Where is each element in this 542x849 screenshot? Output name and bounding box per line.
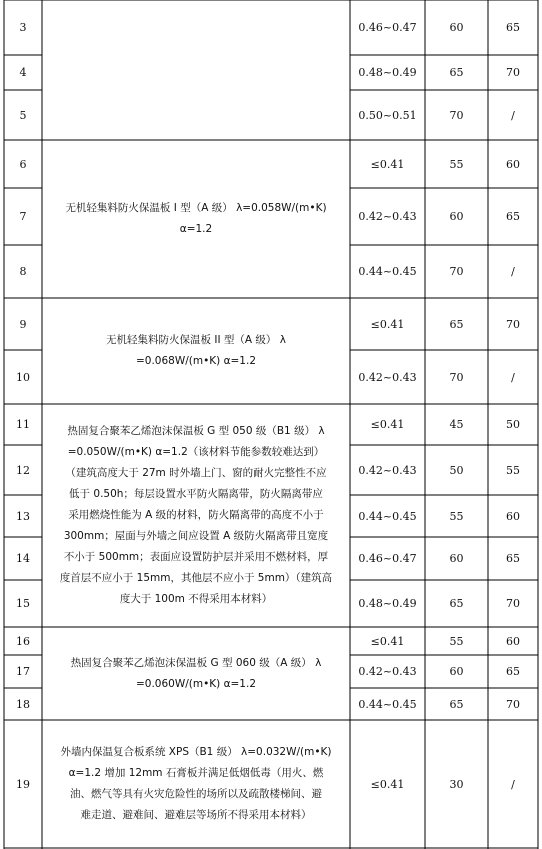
row-3-a-cell: 60	[449, 21, 464, 34]
row-11-lambda-cell: ≤0.41	[370, 418, 405, 431]
material-cell-3	[42, 298, 350, 404]
row-3-lambda-cell: 0.46~0.47	[358, 21, 417, 34]
row-13-lambda-cell: 0.44~0.45	[358, 509, 417, 523]
material-3-line-5: 采用燃烧性能为 A 级的材料，防火隔离带的高度不小于	[68, 509, 324, 521]
row-18-a-cell: 65	[449, 697, 464, 711]
row-19-lambda-cell: ≤0.41	[370, 777, 405, 791]
row-7-lambda-cell: 0.42~0.43	[358, 210, 417, 223]
row-7-a-cell: 60	[449, 210, 464, 223]
row-18-no-cell: 18	[16, 697, 30, 711]
row-16-lambda-cell: ≤0.41	[370, 634, 405, 648]
material-3-line-1: 热固复合聚苯乙烯泡沫保温板 G 型 050 级（B1 级） λ	[67, 425, 325, 437]
row-15-b-cell: 70	[506, 597, 520, 610]
row-6-no-cell: 6	[19, 157, 27, 171]
row-17-b-cell: 65	[506, 665, 520, 678]
row-12-b-cell: 55	[506, 463, 520, 477]
material-2-line-1: 无机轻集料防火保温板 II 型（A 级） λ	[106, 334, 286, 346]
row-15-no-cell: 15	[16, 597, 30, 610]
row-3-b-cell: 65	[506, 21, 520, 34]
row-12-lambda-cell: 0.42~0.43	[358, 463, 417, 477]
row-18-lambda-cell: 0.44~0.45	[358, 697, 417, 711]
row-16-b-cell: 60	[506, 634, 520, 648]
material-3-line-8: 度首层不应小于 15mm，其他层不应小于 5mm）（建筑高	[59, 572, 333, 584]
row-6-lambda-cell: ≤0.41	[370, 157, 405, 171]
row-19-no-cell: 19	[16, 777, 30, 791]
row-4-b-cell: 70	[506, 66, 520, 79]
row-19-b-cell: /	[511, 777, 515, 791]
material-cell-6	[42, 720, 350, 848]
row-10-lambda-cell: 0.42~0.43	[358, 370, 417, 384]
row-4-lambda-cell: 0.48~0.49	[358, 66, 417, 79]
row-11-b-cell: 50	[506, 418, 520, 431]
material-5-line-2: α=1.2 增加 12mm 石膏板并满足低烟低毒（用火、燃	[68, 767, 324, 779]
row-11-a-cell: 45	[449, 418, 464, 431]
material-3-line-4: 低于 0.50h；每层设置水平防火隔离带，防火隔离带应	[69, 488, 323, 500]
row-14-b-cell: 65	[506, 552, 520, 565]
material-cell-1	[42, 0, 350, 140]
row-15-lambda-cell: 0.48~0.49	[358, 597, 417, 610]
row-7-no-cell: 7	[19, 210, 27, 223]
row-14-a-cell: 60	[449, 552, 464, 565]
material-2-line-2: =0.068W/(m•K) α=1.2	[135, 355, 257, 367]
row-12-no-cell: 12	[16, 463, 30, 477]
row-15-a-cell: 65	[449, 597, 464, 610]
material-4-line-2: =0.060W/(m•K) α=1.2	[135, 677, 257, 690]
material-4-line-1: 热固复合聚苯乙烯泡沫保温板 G 型 060 级（A 级） λ	[70, 656, 322, 669]
material-3-line-3: （建筑高度大于 27m 时外墙上门、窗的耐火完整性不应	[65, 467, 327, 479]
row-10-no-cell: 10	[16, 370, 30, 384]
row-16-no-cell: 16	[16, 634, 30, 648]
material-5-line-3: 油、燃气等具有火灾危险性的场所以及疏散楼梯间、避	[69, 788, 322, 800]
row-6-a-cell: 55	[449, 157, 464, 171]
row-17-no-cell: 17	[16, 665, 30, 678]
material-cell-5	[42, 627, 350, 720]
row-9-a-cell: 65	[449, 317, 464, 331]
row-8-b-cell: /	[511, 265, 515, 278]
material-1-line-2: α=1.2	[179, 223, 213, 235]
row-8-a-cell: 70	[449, 265, 464, 278]
row-9-b-cell: 70	[506, 317, 520, 331]
material-1-line-1: 无机轻集料防火保温板 I 型（A 级） λ=0.058W/(m•K)	[65, 202, 327, 214]
row-10-b-cell: /	[511, 370, 515, 384]
row-11-no-cell: 11	[16, 418, 30, 431]
material-5-line-1: 外墙内保温复合板系统 XPS（B1 级） λ=0.032W/(m•K)	[60, 746, 332, 758]
row-7-b-cell: 65	[506, 210, 520, 223]
row-13-b-cell: 60	[506, 509, 520, 523]
row-14-lambda-cell: 0.46~0.47	[358, 552, 417, 565]
row-12-a-cell: 50	[449, 463, 464, 477]
row-9-no-cell: 9	[19, 317, 27, 331]
material-3-line-7: 不小于 500mm；表面应设置防护层并采用不燃材料，厚	[63, 551, 329, 563]
material-cell-2	[42, 140, 350, 298]
row-17-a-cell: 60	[449, 665, 464, 678]
row-8-no-cell: 8	[19, 265, 27, 278]
material-3-line-2: =0.050W/(m•K) α=1.2（该材料节能参数较难达到）	[67, 446, 325, 458]
row-8-lambda-cell: 0.44~0.45	[358, 265, 417, 278]
row-5-a-cell: 70	[449, 108, 464, 122]
row-5-no-cell: 5	[19, 108, 27, 122]
row-9-lambda-cell: ≤0.41	[370, 317, 405, 331]
row-16-a-cell: 55	[449, 634, 464, 648]
row-14-no-cell: 14	[16, 552, 30, 565]
row-5-lambda-cell: 0.50~0.51	[358, 108, 417, 122]
material-cell-4	[42, 404, 350, 627]
row-3-no-cell: 3	[19, 21, 27, 34]
row-4-no-cell: 4	[19, 66, 27, 79]
row-10-a-cell: 70	[449, 370, 464, 384]
row-18-b-cell: 70	[506, 697, 520, 711]
row-6-b-cell: 60	[506, 157, 520, 171]
row-17-lambda-cell: 0.42~0.43	[358, 665, 417, 678]
row-13-a-cell: 55	[449, 509, 464, 523]
row-5-b-cell: /	[511, 108, 515, 122]
material-3-line-9: 度大于 100m 不得采用本材料）	[119, 593, 273, 605]
row-4-a-cell: 65	[449, 66, 464, 79]
material-5-line-4: 难走道、避难间、避难层等场所不得采用本材料）	[80, 809, 312, 821]
row-13-no-cell: 13	[16, 509, 30, 523]
material-3-line-6: 300mm；屋面与外墙之间应设置 A 级防火隔离带且宽度	[63, 530, 329, 542]
row-19-a-cell: 30	[449, 777, 464, 791]
